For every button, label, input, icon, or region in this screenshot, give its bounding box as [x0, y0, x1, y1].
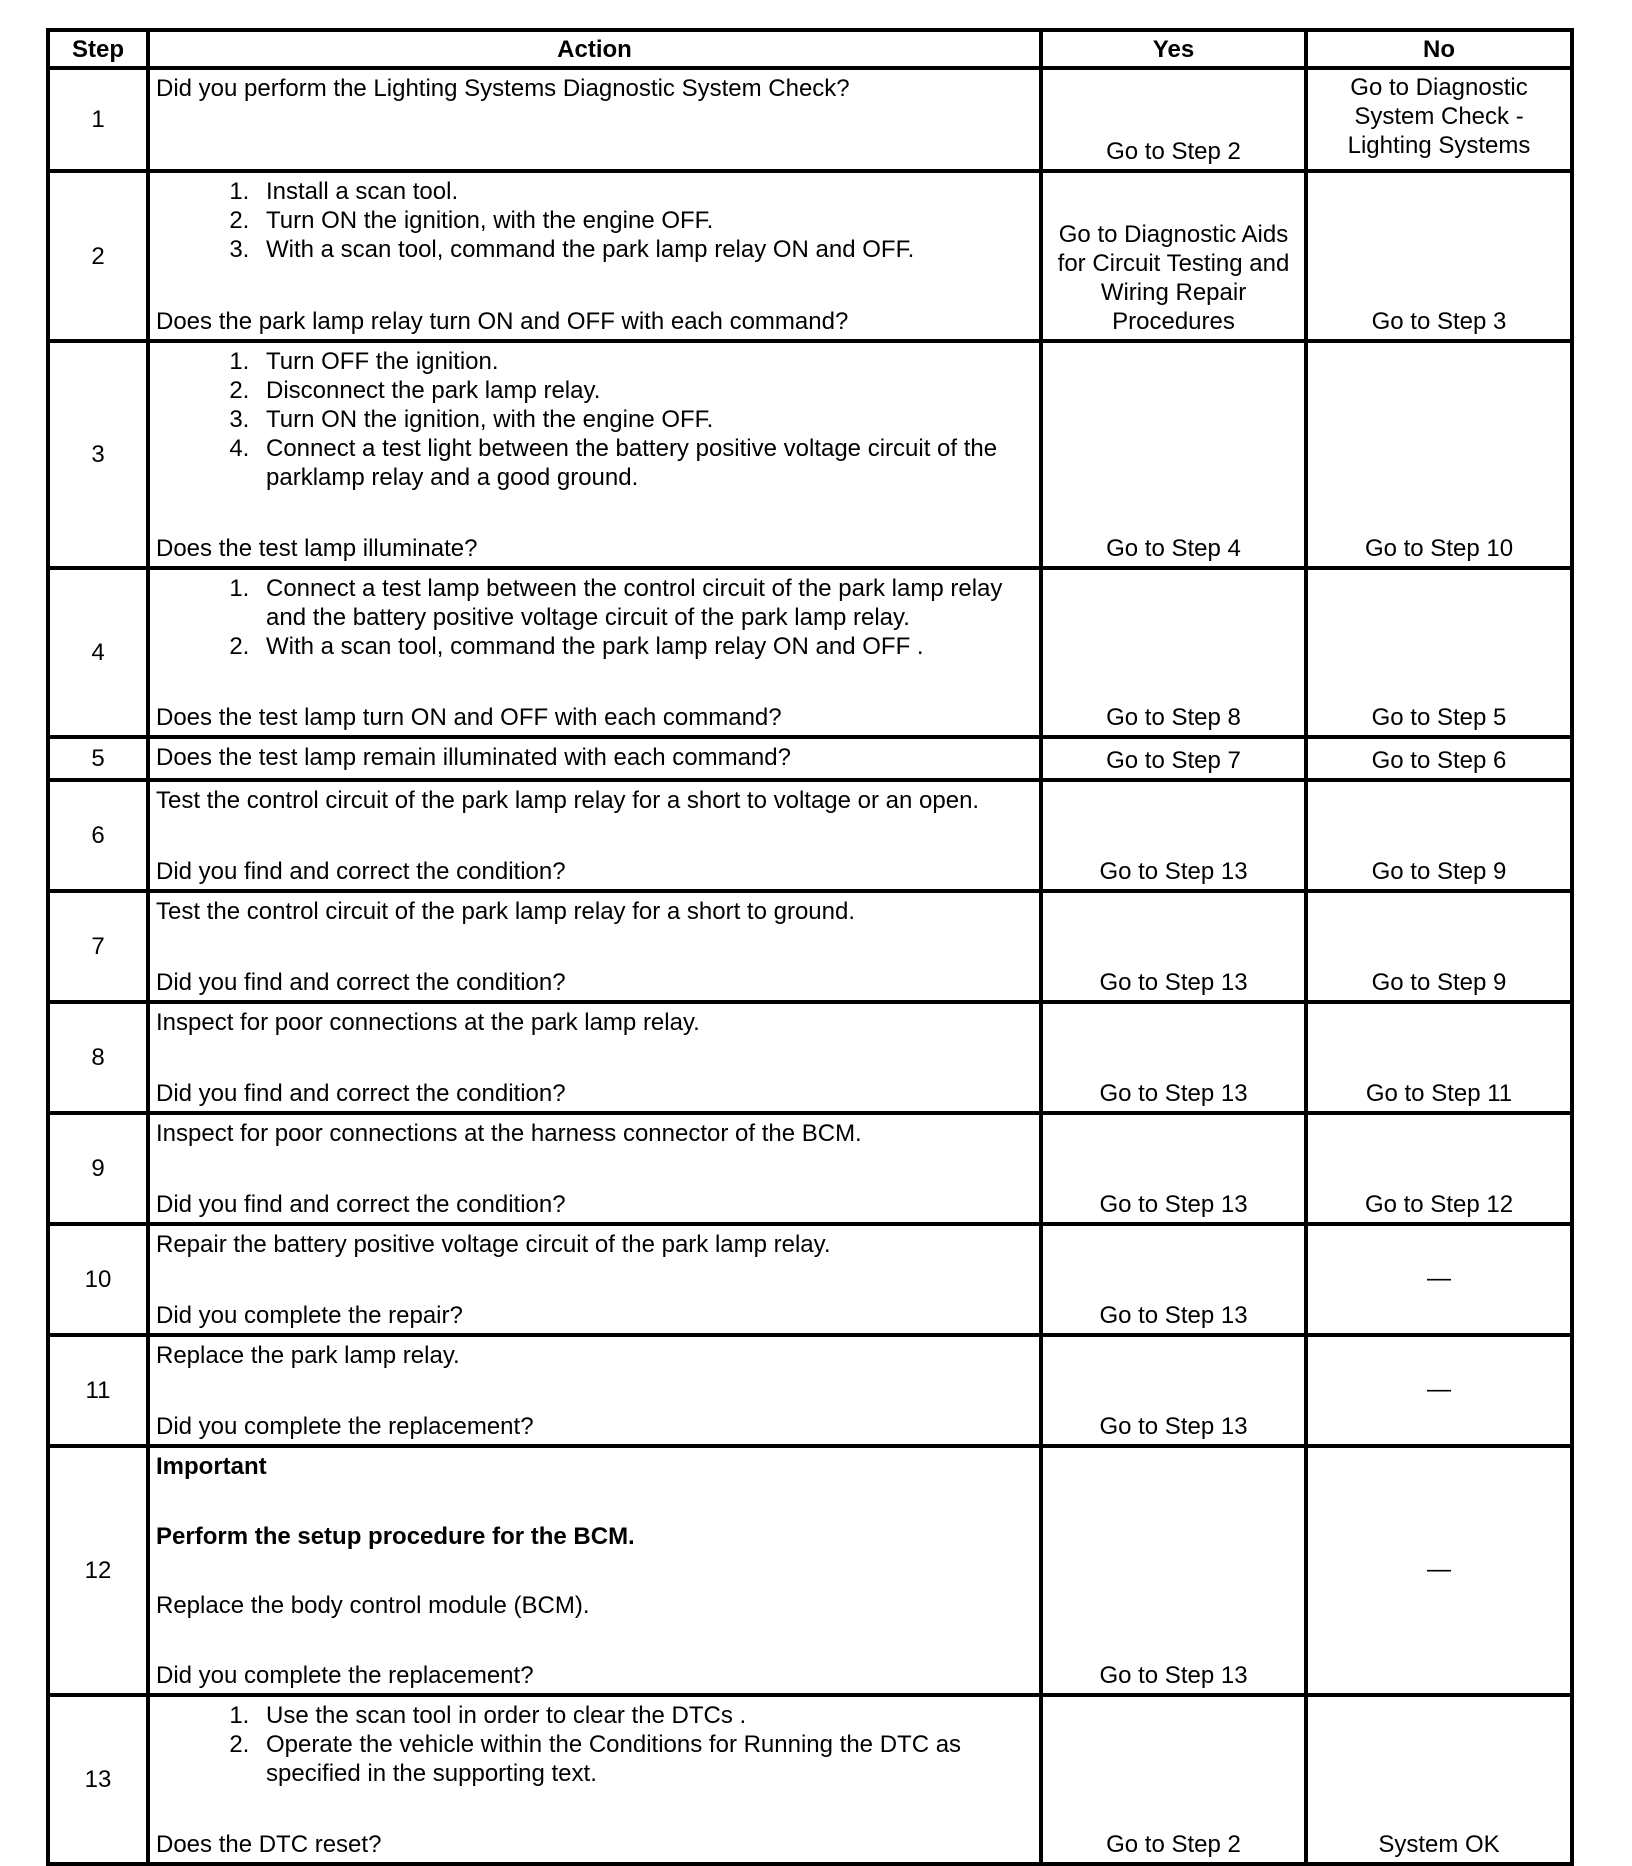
action-instruction: Inspect for poor connections at the harness connector of the BCM. — [156, 1120, 862, 1147]
action-steps — [156, 347, 1035, 492]
action-cell — [148, 891, 1041, 1002]
table-row — [48, 341, 1572, 568]
no-cell: — — [1306, 1224, 1572, 1335]
step-number: 11 — [48, 1335, 148, 1446]
no-cell: Go to Step 6 — [1306, 737, 1572, 780]
step-number: 13 — [48, 1695, 148, 1864]
action-question: Did you complete the replacement? — [156, 1661, 534, 1689]
action-steps — [156, 1701, 1035, 1788]
table-row — [48, 1224, 1572, 1335]
action-cell — [148, 1002, 1041, 1113]
no-cell: Go to Diagnostic System Check - Lighting Systems — [1306, 68, 1572, 171]
action-cell — [148, 1224, 1041, 1335]
no-cell: Go to Step 9 — [1306, 891, 1572, 1002]
yes-cell: Go to Step 7 — [1041, 737, 1306, 780]
action-step: 3. With a scan tool, command the park lamp relay ON and OFF. — [256, 235, 1035, 264]
yes-cell: Go to Step 2 — [1041, 1695, 1306, 1864]
table-row — [48, 780, 1572, 891]
important-text: Perform the setup procedure for the BCM. — [156, 1522, 635, 1550]
action-cell — [148, 1113, 1041, 1224]
action-question: Did you complete the replacement? — [156, 1413, 534, 1440]
yes-cell: Go to Step 13 — [1041, 1224, 1306, 1335]
no-cell: System OK — [1306, 1695, 1572, 1864]
table-row — [48, 68, 1572, 171]
action-step: 1. Turn OFF the ignition. — [256, 347, 1035, 376]
action-step: 3. Turn ON the ignition, with the engine OFF. — [256, 405, 1035, 434]
step-number: 4 — [48, 568, 148, 737]
table-row — [48, 1113, 1572, 1224]
action-step: 4. Connect a test light between the battery positive voltage circuit of the parklamp relay and a good ground. — [256, 434, 1035, 492]
table-row — [48, 1446, 1572, 1695]
action-instruction: Test the control circuit of the park lamp relay for a short to voltage or an open. — [156, 787, 980, 814]
header-row — [48, 30, 1572, 68]
table-row — [48, 737, 1572, 780]
yes-cell: Go to Step 13 — [1041, 1113, 1306, 1224]
header-action: Action — [148, 30, 1041, 68]
no-cell: — — [1306, 1446, 1572, 1695]
no-cell: — — [1306, 1335, 1572, 1446]
action-cell — [148, 780, 1041, 891]
action-cell — [148, 68, 1041, 171]
no-cell: Go to Step 10 — [1306, 341, 1572, 568]
action-cell — [148, 1335, 1041, 1446]
step-number: 12 — [48, 1446, 148, 1695]
action-question: Did you find and correct the condition? — [156, 1191, 566, 1218]
diagnostic-table — [46, 28, 1574, 1866]
action-instruction: Replace the park lamp relay. — [156, 1342, 460, 1369]
action-cell — [148, 737, 1041, 780]
header-no: No — [1306, 30, 1572, 68]
action-step: 2. Disconnect the park lamp relay. — [256, 376, 1035, 405]
no-cell: Go to Step 3 — [1306, 171, 1572, 341]
action-instruction: Inspect for poor connections at the park lamp relay. — [156, 1009, 700, 1036]
action-instruction: Test the control circuit of the park lamp relay for a short to ground. — [156, 898, 855, 925]
header-yes: Yes — [1041, 30, 1306, 68]
step-number: 1 — [48, 68, 148, 171]
action-cell — [148, 341, 1041, 568]
important-label: Important — [156, 1453, 267, 1480]
action-question: Does the test lamp illuminate? — [156, 535, 478, 562]
yes-cell: Go to Step 13 — [1041, 1335, 1306, 1446]
step-number: 7 — [48, 891, 148, 1002]
table-row — [48, 1002, 1572, 1113]
action-step: 2. Turn ON the ignition, with the engine OFF. — [256, 206, 1035, 235]
header-step: Step — [48, 30, 148, 68]
action-steps — [156, 574, 1035, 661]
step-number: 2 — [48, 171, 148, 341]
action-step: 2. With a scan tool, command the park lamp relay ON and OFF . — [256, 632, 1035, 661]
action-step: 1. Use the scan tool in order to clear the DTCs . — [256, 1701, 1035, 1730]
action-question: Does the test lamp turn ON and OFF with each command? — [156, 704, 782, 731]
step-number: 6 — [48, 780, 148, 891]
yes-cell: Go to Step 2 — [1041, 68, 1306, 171]
step-number: 8 — [48, 1002, 148, 1113]
table-row — [48, 568, 1572, 737]
action-question: Did you perform the Lighting Systems Diagnostic System Check? — [156, 75, 850, 102]
no-cell: Go to Step 9 — [1306, 780, 1572, 891]
step-number: 3 — [48, 341, 148, 568]
no-cell: Go to Step 12 — [1306, 1113, 1572, 1224]
yes-cell: Go to Diagnostic Aids for Circuit Testing and Wiring Repair Procedures — [1041, 171, 1306, 341]
action-question: Did you find and correct the condition? — [156, 1080, 566, 1107]
action-cell — [148, 1446, 1041, 1695]
yes-cell: Go to Step 8 — [1041, 568, 1306, 737]
table-row — [48, 1335, 1572, 1446]
yes-cell: Go to Step 13 — [1041, 1002, 1306, 1113]
action-question: Does the test lamp remain illuminated with each command? — [156, 744, 791, 771]
step-number: 5 — [48, 737, 148, 780]
action-step: 2. Operate the vehicle within the Conditions for Running the DTC as specified in the supporting text. — [256, 1730, 1035, 1788]
table-row — [48, 1695, 1572, 1864]
action-question: Does the DTC reset? — [156, 1831, 382, 1858]
yes-cell: Go to Step 13 — [1041, 1446, 1306, 1695]
table-row — [48, 891, 1572, 1002]
action-instruction: Repair the battery positive voltage circuit of the park lamp relay. — [156, 1231, 831, 1258]
action-instruction: Replace the body control module (BCM). — [156, 1592, 590, 1620]
yes-cell: Go to Step 13 — [1041, 891, 1306, 1002]
action-question: Did you complete the repair? — [156, 1302, 463, 1329]
action-step: 1. Install a scan tool. — [256, 177, 1035, 206]
action-steps — [156, 177, 1035, 264]
step-number: 9 — [48, 1113, 148, 1224]
action-step: 1. Connect a test lamp between the control circuit of the park lamp relay and the battery positive voltage circuit of the park lamp relay. — [256, 574, 1035, 632]
action-question: Does the park lamp relay turn ON and OFF with each command? — [156, 308, 849, 335]
table-row — [48, 171, 1572, 341]
action-question: Did you find and correct the condition? — [156, 969, 566, 996]
no-cell: Go to Step 5 — [1306, 568, 1572, 737]
no-cell: Go to Step 11 — [1306, 1002, 1572, 1113]
action-cell — [148, 1695, 1041, 1864]
yes-cell: Go to Step 13 — [1041, 780, 1306, 891]
action-cell — [148, 568, 1041, 737]
yes-cell: Go to Step 4 — [1041, 341, 1306, 568]
step-number: 10 — [48, 1224, 148, 1335]
action-question: Did you find and correct the condition? — [156, 858, 566, 885]
action-cell — [148, 171, 1041, 341]
